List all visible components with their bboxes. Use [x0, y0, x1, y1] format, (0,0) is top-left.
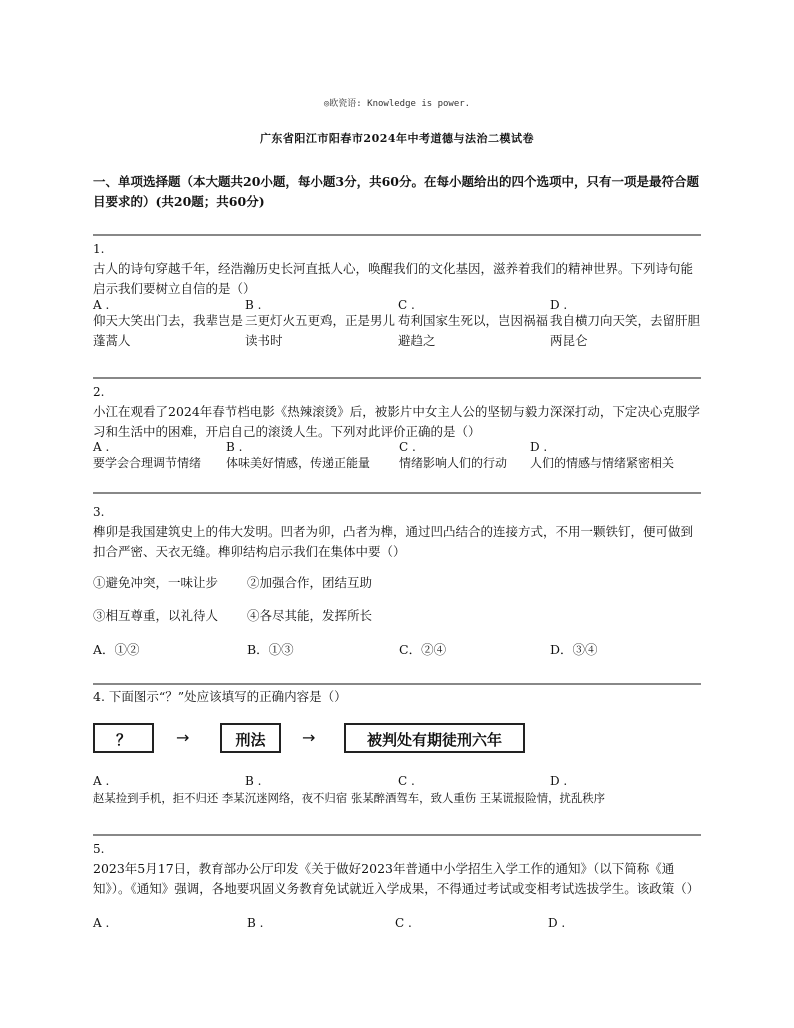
option-label-a[interactable]: A .: [93, 774, 110, 788]
question-number: 1.: [93, 242, 105, 256]
option-label-c[interactable]: C .: [398, 774, 415, 788]
statement-3: ③相互尊重，以礼待人: [93, 608, 219, 623]
option-d-text[interactable]: 我自横刀向天笑，去留肝胆两昆仑: [550, 313, 701, 348]
arrow-right-icon: →: [302, 728, 316, 747]
flow-box-unknown: ？: [93, 723, 154, 753]
option-b[interactable]: B．①③: [247, 642, 294, 657]
question-stem: 2023年5月17日，教育部办公厅印发《关于做好2023年普通中小学招生入学工作的通知》（以下简称《通知》）。《通知》强调，各地要巩固义务教育免试就近入学成果，不得通过考试或变相考试选拔学生。该政策（）: [93, 861, 700, 896]
question-3: [93, 502, 705, 562]
question-number: 3.: [93, 505, 105, 519]
section-heading: 一、单项选择题（本大题共20小题，每小题3分，共60分。在每小题给出的四个选项中，只有一项是最符合题目要求的）(共20题；共60分): [93, 174, 699, 209]
option-label-b[interactable]: B .: [245, 774, 262, 788]
divider: [93, 234, 701, 236]
option-label-a[interactable]: A .: [93, 298, 110, 312]
exam-title: 广东省阳江市阳春市2024年中考道德与法治二模试卷: [259, 132, 535, 145]
question-stem: 古人的诗句穿越千年，经浩瀚历史长河直抵人心，唤醒我们的文化基因，滋养着我们的精神世界。下列诗句能启示我们要树立自信的是（）: [93, 261, 694, 296]
question-1: [93, 239, 705, 299]
option-label-b[interactable]: B .: [247, 916, 264, 930]
question-2: [93, 382, 705, 442]
option-d[interactable]: D．③④: [550, 642, 598, 657]
option-b-text[interactable]: 体味美好情感，传递正能量: [226, 456, 371, 470]
option-label-c[interactable]: C .: [395, 916, 412, 930]
question-stem: 榫卯是我国建筑史上的伟大发明。凹者为卯，凸者为榫，通过凹凸结合的连接方式，不用一颗铁钉，便可做到扣合严密、天衣无缝。榫卯结构启示我们在集体中要（）: [93, 524, 694, 559]
option-label-d[interactable]: D .: [548, 916, 566, 930]
option-a[interactable]: A．①②: [93, 642, 140, 657]
option-label-a[interactable]: A .: [93, 440, 110, 454]
question-stem: 4. 下面图示“？”处应该填写的正确内容是（）: [93, 689, 347, 704]
option-c-text[interactable]: 苟利国家生死以，岂因祸福避趋之: [398, 313, 549, 348]
option-labels: [93, 916, 705, 932]
statement-2: ②加强合作，团结互助: [247, 575, 373, 590]
statement-1: ①避免冲突，一味让步: [93, 575, 219, 590]
arrow-right-icon: →: [176, 728, 190, 747]
question-stem: 小江在观看了2024年春节档电影《热辣滚烫》后，被影片中女主人公的坚韧与毅力深深打动，下定决心克服学习和生活中的困难，开启自己的滚烫人生。下列对此评价正确的是（）: [93, 404, 700, 439]
question-5: [93, 839, 705, 899]
question-number: 2.: [93, 385, 105, 399]
divider: [93, 834, 701, 836]
option-label-b[interactable]: B .: [245, 298, 262, 312]
question-number: 5.: [93, 842, 105, 856]
option-a-text[interactable]: 要学会合理调节情绪: [93, 456, 202, 470]
watermark-text: ◎欧瓷语: Knowledge is power.: [323, 99, 471, 109]
divider: [93, 683, 701, 685]
option-c[interactable]: C．②④: [399, 642, 447, 657]
question-4: [93, 687, 705, 707]
option-label-a[interactable]: A .: [93, 916, 110, 930]
option-b-text[interactable]: 三更灯火五更鸡，正是男儿读书时: [245, 313, 396, 348]
divider: [93, 377, 701, 379]
option-label-d[interactable]: D .: [530, 440, 548, 454]
option-label-d[interactable]: D .: [550, 298, 568, 312]
flow-box-sentence: 被判处有期徒刑六年: [344, 723, 525, 753]
divider: [93, 492, 701, 494]
option-label-c[interactable]: C .: [399, 440, 416, 454]
option-label-b[interactable]: B .: [226, 440, 243, 454]
options-line[interactable]: 赵某捡到手机，拒不归还 李某沉迷网络，夜不归宿 张某醉酒驾车，致人重伤 王某谎报险情，扰乱秩序: [93, 791, 606, 805]
option-label-d[interactable]: D .: [550, 774, 568, 788]
option-a-text[interactable]: 仰天大笑出门去，我辈岂是蓬蒿人: [93, 313, 244, 348]
option-label-c[interactable]: C .: [398, 298, 415, 312]
statement-4: ④各尽其能，发挥所长: [247, 608, 373, 623]
flow-box-criminal-law: 刑法: [220, 723, 281, 753]
option-d-text[interactable]: 人们的情感与情绪紧密相关: [530, 456, 675, 470]
option-c-text[interactable]: 情绪影响人们的行动: [399, 456, 508, 470]
